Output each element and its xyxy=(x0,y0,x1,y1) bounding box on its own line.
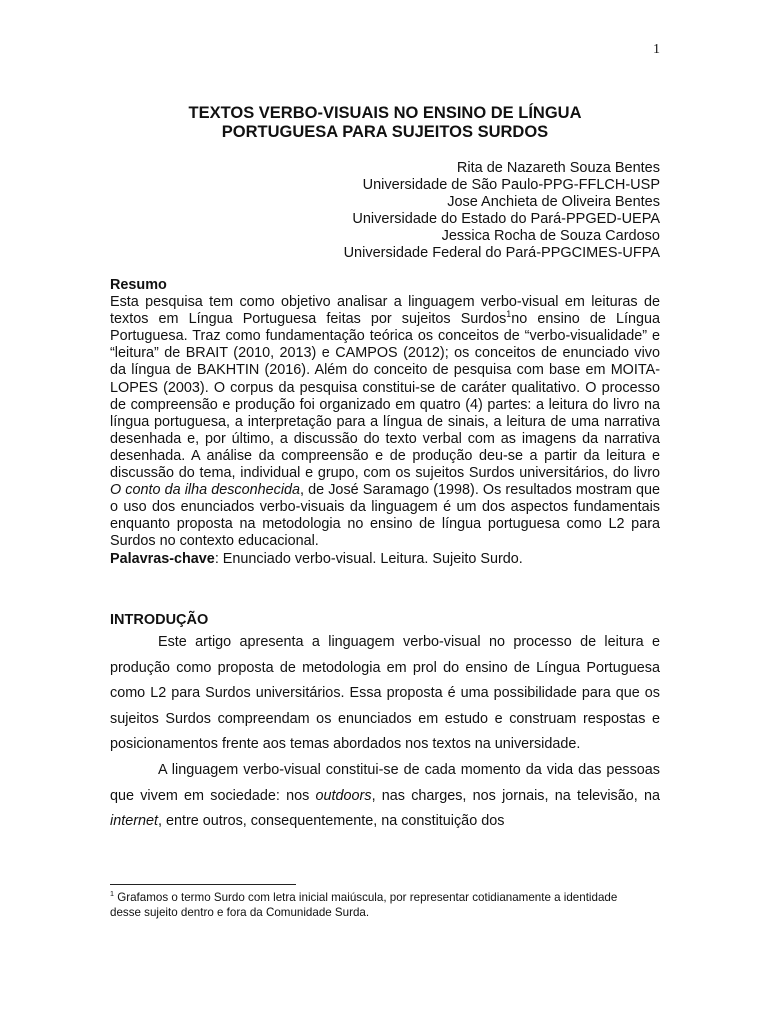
page-number: 1 xyxy=(653,42,660,57)
abstract-heading: Resumo xyxy=(110,277,167,293)
abstract-text: , de José Saramago (1998). Os resultados mostram que o uso dos enunciados verbo-visuais da linguagem é um dos aspectos fundamentais enquanto proposta na metodologia no ensino de língua portuguesa como L2 para Surdos no contexto educacional. xyxy=(110,482,661,550)
keywords-text: : Enunciado verbo-visual. Leitura. Sujeito Surdo. xyxy=(214,550,523,567)
abstract-text: Esta pesquisa tem como objetivo analisar a linguagem verbo-visual em leituras de textos em Língua Portuguesa feitas por sujeitos Surdos xyxy=(110,294,660,328)
abstract-text: no ensino de Língua Portuguesa. Traz como fundamentação teórica os conceitos de “verbo-visualidade” e “leitura” de BRAIT (2010, 2013) e CAMPOS (2012); os conceitos de enunciado vivo da língua de BAKHTIN (2016). Além do conceito de pesquisa com base em MOITA-LOPES (2003). O corpus da pesquisa constitui-se de caráter qualitativo. O processo de compreensão e produção foi organizado em quatro (4) partes: a leitura do livro na língua portuguesa, a interpretação para a língua de sinais, a leitura de uma narrativa desenhada e, por último, a discussão do texto verbal com as imagens da narrativa desenhada. A análise da compreensão e de produção deu-se a partir da leitura e discussão do tema, individual e grupo, com os sujeitos Surdos universitários, do livro xyxy=(110,311,660,482)
keywords-label: Palavras-chave xyxy=(110,550,215,567)
affiliation-line: Universidade Federal do Pará-PPGCIMES-UFPA xyxy=(343,245,660,261)
paragraph-text: , entre outros, consequentemente, na constituição dos xyxy=(158,813,505,830)
paper-title xyxy=(110,104,660,142)
author-line: Jose Anchieta de Oliveira Bentes xyxy=(447,194,660,210)
introduction-body xyxy=(110,630,660,835)
paragraph: Este artigo apresenta a linguagem verbo-visual no processo de leitura e produção como proposta de metodologia em prol do ensino de Língua Portuguesa como L2 para Surdos universitários. Essa proposta é uma possibilidade para que os sujeitos Surdos compreendam os enunciados em estudo e construam respostas e posicionamentos frente aos temas abordados nos textos na universidade. xyxy=(110,634,660,753)
book-title: O conto da ilha desconhecida xyxy=(110,482,301,499)
paragraph xyxy=(110,758,660,835)
author-line: Jessica Rocha de Souza Cardoso xyxy=(441,228,660,244)
title-line-1: TEXTOS VERBO-VISUAIS NO ENSINO DE LÍNGUA xyxy=(188,104,582,122)
italic-term: internet xyxy=(110,813,158,830)
author-block xyxy=(344,160,660,262)
affiliation-line: Universidade do Estado do Pará-PPGED-UEPA xyxy=(352,211,660,227)
author-line: Rita de Nazareth Souza Bentes xyxy=(456,160,660,176)
paragraph-text: , nas charges, nos jornais, na televisão, na xyxy=(371,787,660,804)
footnote-text: Grafamos o termo Surdo com letra inicial maiúscula, por representar cotidianamente a identidade desse sujeito dentro e fora da Comunidade Surda. xyxy=(110,891,618,919)
abstract-section xyxy=(110,277,660,568)
footnote-separator xyxy=(110,884,296,885)
title-line-2: PORTUGUESA PARA SUJEITOS SURDOS xyxy=(221,123,549,141)
footnote-mark: 1 xyxy=(110,889,114,899)
paragraph-text: A linguagem verbo-visual constitui-se de cada momento da vida das pessoas que vivem em sociedade: nos xyxy=(110,761,660,804)
footnote xyxy=(110,890,650,920)
affiliation-line: Universidade de São Paulo-PPG-FFLCH-USP xyxy=(362,177,660,193)
italic-term: outdoors xyxy=(315,787,372,804)
introduction-heading: INTRODUÇÃO xyxy=(110,612,209,628)
keywords-line xyxy=(110,551,660,568)
abstract-body xyxy=(110,294,660,550)
footnote-reference: 1 xyxy=(506,309,512,320)
